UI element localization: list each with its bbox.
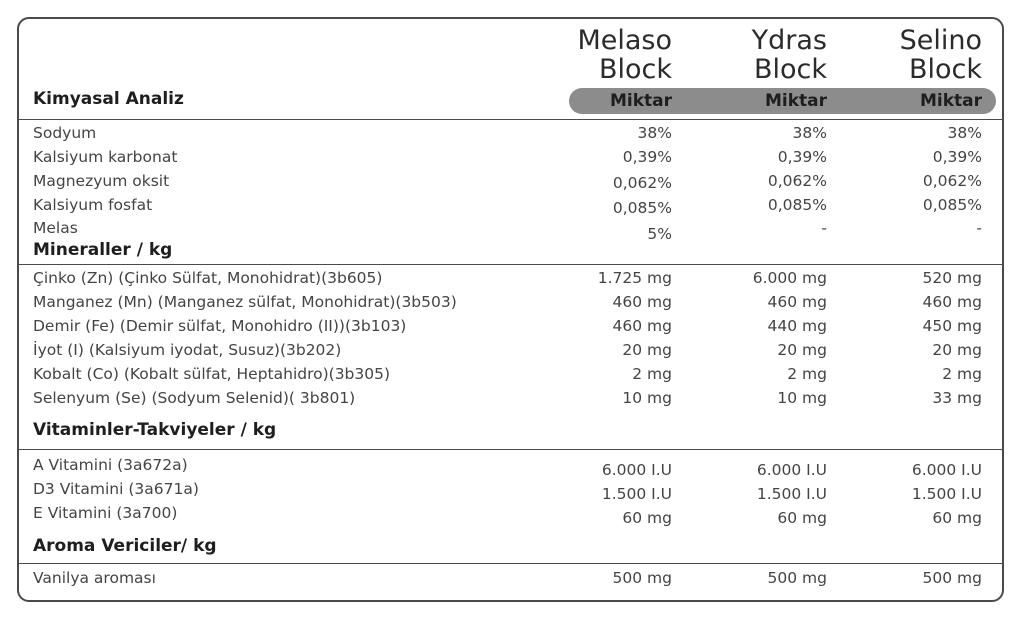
row-value: 440 mg [767, 317, 827, 335]
section-title-vitamins: Vitaminler-Takviyeler / kg [33, 420, 277, 440]
row-label: Manganez (Mn) (Manganez sülfat, Monohidrat)(3b503) [33, 293, 457, 311]
row-label: D3 Vitamini (3a671a) [33, 480, 199, 498]
row-value: 0,39% [622, 148, 672, 166]
row-label: E Vitamini (3a700) [33, 504, 178, 522]
row-value: 460 mg [612, 317, 672, 335]
row-value: 20 mg [932, 341, 982, 359]
product-name-line2: Block [908, 54, 982, 85]
amount-label-3: Miktar [919, 91, 982, 111]
row-value: 38% [792, 124, 827, 142]
row-value: 60 mg [622, 509, 672, 527]
row-value: 460 mg [767, 293, 827, 311]
row-label: Melas [33, 219, 78, 237]
product-name-line2: Block [753, 54, 827, 85]
row-value: 500 mg [612, 569, 672, 587]
row-value: 60 mg [932, 509, 982, 527]
product-header-melaso [577, 26, 672, 84]
row-value: 20 mg [777, 341, 827, 359]
row-label: Magnezyum oksit [33, 172, 170, 190]
row-value: 1.500 I.U [601, 485, 672, 503]
row-value: 38% [637, 124, 672, 142]
row-value: 20 mg [622, 341, 672, 359]
row-value: 460 mg [612, 293, 672, 311]
row-label: Çinko (Zn) (Çinko Sülfat, Monohidrat)(3b605) [33, 269, 383, 287]
row-value: 0,39% [932, 148, 982, 166]
row-value: 6.000 I.U [601, 461, 672, 479]
amount-label-1: Miktar [609, 91, 672, 111]
row-value: 500 mg [767, 569, 827, 587]
row-value: 0,062% [612, 174, 672, 192]
row-value: 60 mg [777, 509, 827, 527]
amount-label-2: Miktar [764, 91, 827, 111]
row-value: 0,39% [777, 148, 827, 166]
product-header-selino [900, 26, 982, 84]
section-title-chemical: Kimyasal Analiz [33, 89, 184, 109]
row-label: A Vitamini (3a672a) [33, 456, 188, 474]
row-value: 450 mg [922, 317, 982, 335]
divider [19, 449, 1002, 450]
product-name-line2: Block [598, 54, 672, 85]
row-value: - [821, 219, 827, 237]
row-value: 6.000 mg [752, 269, 827, 287]
divider [19, 119, 1002, 120]
row-label: Demir (Fe) (Demir sülfat, Monohidro (II))(3b103) [33, 317, 407, 335]
row-value: 38% [947, 124, 982, 142]
row-value: 0,085% [767, 196, 827, 214]
row-label: Vanilya aroması [33, 569, 156, 587]
row-label: İyot (I) (Kalsiyum iyodat, Susuz)(3b202) [33, 341, 342, 359]
row-value: 1.725 mg [597, 269, 672, 287]
row-label: Selenyum (Se) (Sodyum Selenid)( 3b801) [33, 389, 356, 407]
row-value: 1.500 I.U [756, 485, 827, 503]
row-value: 0,062% [767, 172, 827, 190]
row-value: 0,062% [922, 172, 982, 190]
row-value: 1.500 I.U [911, 485, 982, 503]
product-name-line1: Ydras [751, 25, 827, 56]
row-value: 500 mg [922, 569, 982, 587]
row-value: 10 mg [777, 389, 827, 407]
row-value: 520 mg [922, 269, 982, 287]
row-value: 10 mg [622, 389, 672, 407]
row-value: 0,085% [612, 199, 672, 217]
product-header-ydras [752, 26, 827, 84]
divider [19, 563, 1002, 564]
divider [19, 264, 1002, 265]
row-value: 6.000 I.U [756, 461, 827, 479]
row-value: 6.000 I.U [911, 461, 982, 479]
row-value: 0,085% [922, 196, 982, 214]
row-label: Kalsiyum karbonat [33, 148, 178, 166]
row-label: Kalsiyum fosfat [33, 196, 153, 214]
row-value: - [976, 219, 982, 237]
row-value: 33 mg [932, 389, 982, 407]
row-label: Kobalt (Co) (Kobalt sülfat, Heptahidro)(3b305) [33, 365, 391, 383]
row-value: 5% [647, 225, 672, 243]
row-value: 460 mg [922, 293, 982, 311]
row-value: 2 mg [942, 365, 982, 383]
row-label: Sodyum [33, 124, 97, 142]
row-value: 2 mg [632, 365, 672, 383]
row-value: 2 mg [787, 365, 827, 383]
product-name-line1: Melaso [577, 25, 672, 56]
section-title-minerals: Mineraller / kg [33, 240, 173, 260]
section-title-aroma: Aroma Vericiler/ kg [33, 536, 217, 556]
product-name-line1: Selino [899, 25, 982, 56]
